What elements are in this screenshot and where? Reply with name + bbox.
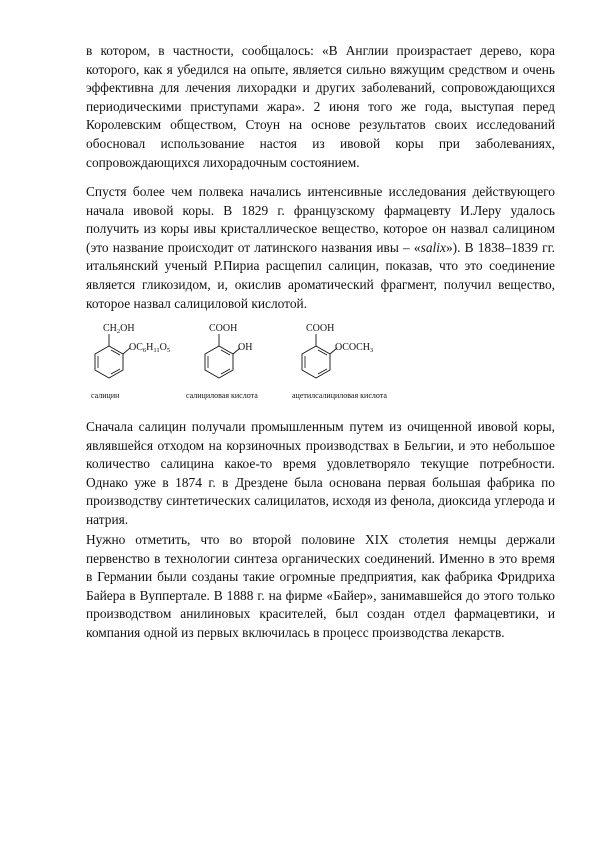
acetylsalicylic-top-group: COOH (306, 323, 335, 334)
latin-word-salix: salix (420, 239, 446, 255)
salicin-benzene-ring (95, 346, 123, 378)
salicin-top-group: $CH_2OH$ (103, 323, 135, 335)
acetylsalicylic-acid-structure (292, 323, 387, 400)
acetylsalicylic-benzene-ring (302, 346, 330, 378)
acetylsalicylic-side-group: $OCOCH_3$ (335, 342, 374, 354)
paragraph-text-end: »). В 1838–1839 гг. итальянский ученый Р.Пириа расщепил салицин, показав, что это соединение является гликозидом, и, окислив ароматический фрагмент, получил вещество, которое назвал салициловой кислотой. (86, 239, 555, 311)
paragraph-text-start: Спустя более чем полвека начались интенсивные исследования действующего начала ивовой коры. В 1829 г. французскому фармацевту И.Леру удалось получить из коры ивы кристаллическое вещество, которое он назвал салицином (это название происходит от латинского названия ивы – « (86, 184, 555, 255)
chemical-structures-figure (86, 318, 446, 406)
salicylic-acid-structure (186, 323, 258, 400)
salicin-structure (91, 323, 170, 400)
salicin-side-group: $OC_6H_{11}O_5$ (129, 342, 171, 354)
paragraph-bayer: Нужно отметить, что во второй половине XIX столетия немцы держали первенство в технологии синтеза органических соединений. Именно в это время в Германии были созданы такие огромные предприятия, как фабрика Фридриха Байера в Вуппертале. В 1888 г. на фирме «Байер», занимавшейся до этого только производством анилиновых красителей, был создан отдел фармацевтики, и компания одной из первых включилась в процесс производства лекарств. (86, 532, 555, 640)
paragraph-stone-letter: в котором, в частности, сообщалось: «В Англии произрастает дерево, кора которого, как я убедился на опыте, является сильно вяжущим средством и очень эффективна для лечения лихорадки и других заболеваний, сопровождающихся периодическими приступами жара». 2 июня того же года, выступая перед Королевским обществом, Стоун на основе результатов своих исследований обосновал использование настоя из ивовой коры при заболеваниях, сопровождающихся лихорадочным состоянием. (86, 43, 555, 170)
salicylic-benzene-ring (205, 346, 233, 378)
salicylic-caption: салициловая кислота (186, 391, 258, 400)
salicylic-side-group: OH (238, 342, 253, 353)
salicin-caption: салицин (91, 391, 120, 400)
salicylic-top-group: COOH (209, 323, 238, 334)
paragraph-leroux-piria (86, 183, 555, 313)
acetylsalicylic-caption: ацетилсалициловая кислота (292, 391, 387, 400)
paragraph-industrial-salicin: Сначала салицин получали промышленным путем из очищенной ивовой коры, являвшейся отходом на корзиночных производствах в Бельгии, и это небольшое количество салицина какое-то время удовлетворяло текущие потребности. Однако уже в 1874 г. в Дрездене была основана первая большая фабрика по производству синтетических салицилатов, исходя из фенола, диоксида углерода и натрия. (86, 419, 555, 527)
structures-svg (86, 318, 446, 406)
